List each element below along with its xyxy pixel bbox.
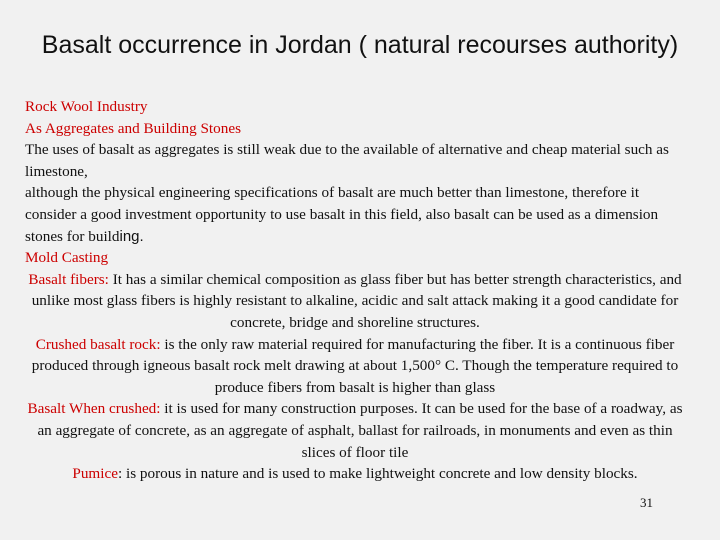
pumice-paragraph: [25, 463, 685, 485]
when-crushed-label: Basalt When crushed:: [27, 400, 161, 418]
pumice-text: : is porous in nature and is used to make lightweight concrete and low density blocks.: [117, 465, 638, 483]
fibers-paragraph: [25, 269, 685, 334]
crushed-label: Crushed basalt rock:: [35, 335, 161, 353]
aggregates-heading: As Aggregates and Building Stones: [25, 119, 241, 137]
aggregates-paragraph-2-text: although the physical engineering specifications of basalt are much better than limestone, therefore it consider a good investment opportunity to use basalt in this field, also basalt can be used as a dimension stones for build: [25, 184, 659, 245]
mold-casting-heading: Mold Casting: [25, 249, 109, 267]
aggregates-paragraph-2-end: ing.: [119, 227, 144, 245]
page-number: 31: [640, 495, 653, 510]
slide-title: Basalt occurrence in Jordan ( natural recourses authority): [41, 31, 679, 59]
when-crushed-paragraph: [25, 398, 685, 463]
when-crushed-text: it is used for many construction purposes. It can be used for the base of a roadway, as an aggregate of concrete, as an aggregate of asphalt, ballast for railroads, in monuments and even as thin slices of floor tile: [37, 400, 683, 461]
pumice-label: Pumice: [72, 465, 118, 483]
aggregates-paragraph-1: The uses of basalt as aggregates is still weak due to the available of alternative and cheap material such as limestone,: [25, 141, 669, 180]
slide-body: [25, 96, 685, 485]
fibers-label: Basalt fibers:: [28, 270, 109, 288]
rock-wool-heading: Rock Wool Industry: [25, 98, 148, 115]
aggregates-paragraph-2: [25, 182, 685, 247]
fibers-text: It has a similar chemical composition as glass fiber but has better strength characteristics, and unlike most glass fibers is highly resistant to alkaline, acidic and salt attack making it a good candidate for concrete, bridge and shoreline structures.: [31, 270, 682, 331]
crushed-text: is the only raw material required for manufacturing the fiber. It is a continuous fiber produced through igneous basalt rock melt drawing at about 1,500° C. Though the temperature required to produce fibers from basalt is higher than glass: [31, 335, 679, 396]
crushed-paragraph: [25, 334, 685, 399]
